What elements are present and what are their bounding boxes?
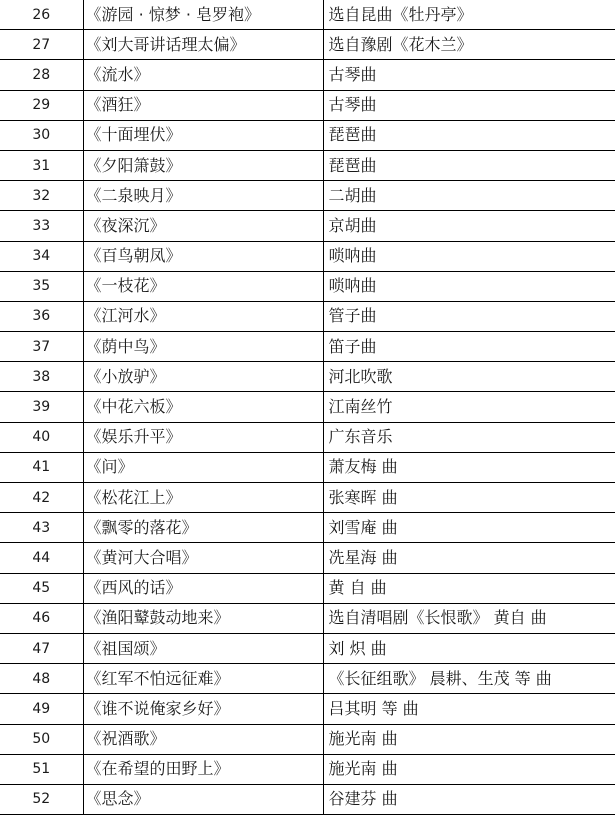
table-row (0, 633, 615, 663)
table-row (0, 30, 615, 60)
row-number: 27 (0, 30, 83, 60)
piece-title: 《荫中鸟》 (83, 332, 323, 362)
row-number: 52 (0, 784, 83, 814)
table-row (0, 332, 615, 362)
piece-note: 施光南 曲 (323, 724, 615, 754)
row-number: 31 (0, 150, 83, 180)
piece-note: 黄 自 曲 (323, 573, 615, 603)
table-row (0, 211, 615, 241)
piece-note: 吕其明 等 曲 (323, 694, 615, 724)
piece-title: 《中花六板》 (83, 392, 323, 422)
piece-title: 《酒狂》 (83, 90, 323, 120)
piece-note: 刘 炽 曲 (323, 633, 615, 663)
piece-title: 《西风的话》 (83, 573, 323, 603)
piece-title: 《二泉映月》 (83, 181, 323, 211)
table-row (0, 301, 615, 331)
piece-title: 《一枝花》 (83, 271, 323, 301)
piece-note: 施光南 曲 (323, 754, 615, 784)
piece-title: 《流水》 (83, 60, 323, 90)
table-row (0, 754, 615, 784)
piece-title: 《红军不怕远征难》 (83, 664, 323, 694)
table-row (0, 150, 615, 180)
table-row (0, 181, 615, 211)
table-row (0, 271, 615, 301)
table-row (0, 0, 615, 30)
table-row (0, 422, 615, 452)
table-row (0, 573, 615, 603)
row-number: 33 (0, 211, 83, 241)
table-row (0, 664, 615, 694)
piece-note: 刘雪庵 曲 (323, 513, 615, 543)
row-number: 45 (0, 573, 83, 603)
piece-note: 琵琶曲 (323, 150, 615, 180)
piece-note: 《长征组歌》 晨耕、生茂 等 曲 (323, 664, 615, 694)
piece-note: 古琴曲 (323, 60, 615, 90)
piece-note: 琵琶曲 (323, 120, 615, 150)
row-number: 49 (0, 694, 83, 724)
table-row (0, 362, 615, 392)
piece-note: 河北吹歌 (323, 362, 615, 392)
table-row (0, 392, 615, 422)
row-number: 35 (0, 271, 83, 301)
piece-note: 选自豫剧《花木兰》 (323, 30, 615, 60)
piece-note: 二胡曲 (323, 181, 615, 211)
piece-title: 《刘大哥讲话理太偏》 (83, 30, 323, 60)
table-row (0, 603, 615, 633)
piece-note: 古琴曲 (323, 90, 615, 120)
row-number: 51 (0, 754, 83, 784)
piece-title: 《游园 · 惊梦 · 皂罗袍》 (83, 0, 323, 30)
piece-note: 京胡曲 (323, 211, 615, 241)
row-number: 42 (0, 483, 83, 513)
piece-note: 唢呐曲 (323, 241, 615, 271)
piece-title: 《在希望的田野上》 (83, 754, 323, 784)
piece-title: 《江河水》 (83, 301, 323, 331)
row-number: 44 (0, 543, 83, 573)
piece-note: 管子曲 (323, 301, 615, 331)
piece-title: 《飘零的落花》 (83, 513, 323, 543)
piece-title: 《娱乐升平》 (83, 422, 323, 452)
table-row (0, 694, 615, 724)
piece-title: 《谁不说俺家乡好》 (83, 694, 323, 724)
piece-title: 《祖国颂》 (83, 633, 323, 663)
row-number: 46 (0, 603, 83, 633)
piece-note: 谷建芬 曲 (323, 784, 615, 814)
piece-title: 《夕阳箫鼓》 (83, 150, 323, 180)
row-number: 30 (0, 120, 83, 150)
row-number: 39 (0, 392, 83, 422)
piece-title: 《问》 (83, 452, 323, 482)
piece-note: 选自清唱剧《长恨歌》 黄自 曲 (323, 603, 615, 633)
row-number: 32 (0, 181, 83, 211)
piece-note: 广东音乐 (323, 422, 615, 452)
table-row (0, 120, 615, 150)
row-number: 34 (0, 241, 83, 271)
piece-title: 《百鸟朝凤》 (83, 241, 323, 271)
row-number: 40 (0, 422, 83, 452)
row-number: 26 (0, 0, 83, 30)
table-row (0, 543, 615, 573)
piece-title: 《松花江上》 (83, 483, 323, 513)
piece-note: 萧友梅 曲 (323, 452, 615, 482)
row-number: 29 (0, 90, 83, 120)
piece-note: 冼星海 曲 (323, 543, 615, 573)
row-number: 38 (0, 362, 83, 392)
piece-note: 唢呐曲 (323, 271, 615, 301)
row-number: 50 (0, 724, 83, 754)
piece-title: 《思念》 (83, 784, 323, 814)
table-row (0, 724, 615, 754)
piece-note: 江南丝竹 (323, 392, 615, 422)
row-number: 37 (0, 332, 83, 362)
row-number: 28 (0, 60, 83, 90)
table-row (0, 784, 615, 814)
piece-title: 《夜深沉》 (83, 211, 323, 241)
row-number: 48 (0, 664, 83, 694)
table-row (0, 452, 615, 482)
row-number: 41 (0, 452, 83, 482)
row-number: 36 (0, 301, 83, 331)
table-row (0, 513, 615, 543)
piece-note: 笛子曲 (323, 332, 615, 362)
piece-note: 选自昆曲《牡丹亭》 (323, 0, 615, 30)
row-number: 47 (0, 633, 83, 663)
piece-title: 《十面埋伏》 (83, 120, 323, 150)
piece-title: 《渔阳鼙鼓动地来》 (83, 603, 323, 633)
piece-title: 《小放驴》 (83, 362, 323, 392)
piece-title: 《祝酒歌》 (83, 724, 323, 754)
row-number: 43 (0, 513, 83, 543)
table-row (0, 90, 615, 120)
table-row (0, 483, 615, 513)
piece-note: 张寒晖 曲 (323, 483, 615, 513)
table-row (0, 241, 615, 271)
piece-title: 《黄河大合唱》 (83, 543, 323, 573)
table-row (0, 60, 615, 90)
